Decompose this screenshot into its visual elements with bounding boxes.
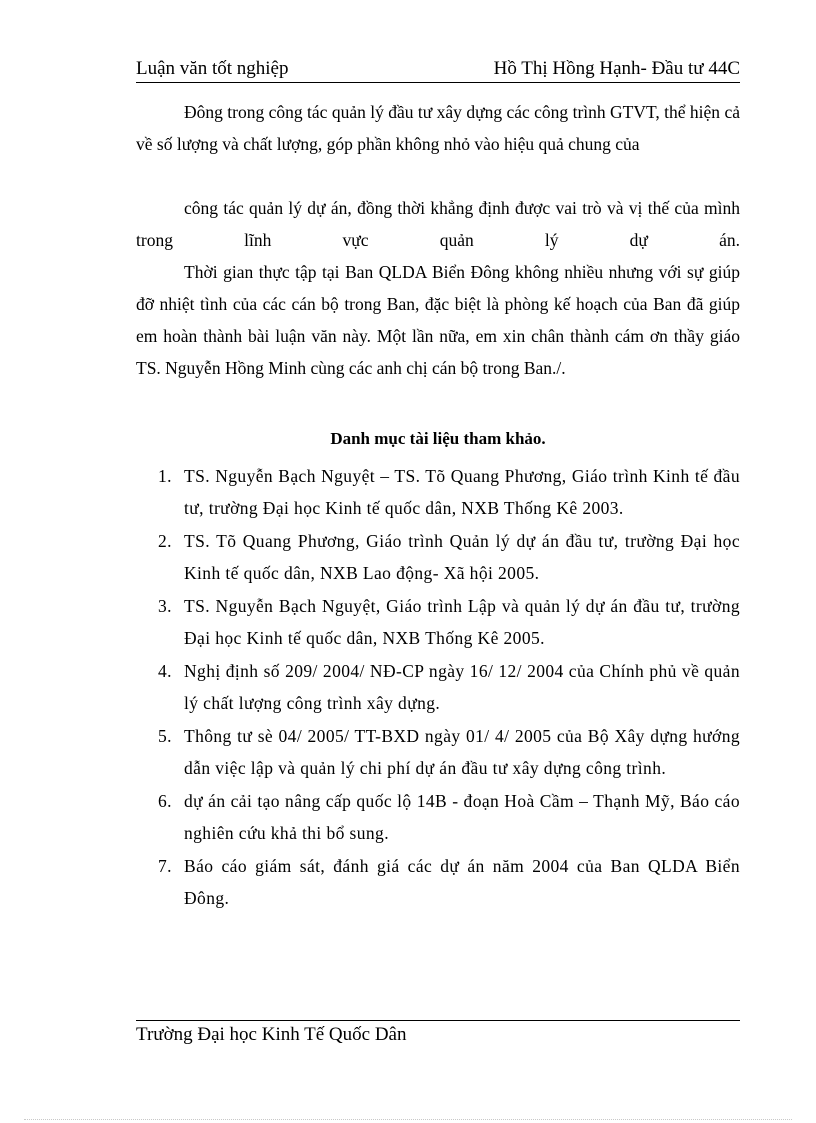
reference-number: 2. [158, 531, 172, 551]
reference-item [136, 525, 740, 589]
reference-number: 1. [158, 466, 172, 486]
reference-number: 5. [158, 726, 172, 746]
reference-number: 4. [158, 661, 172, 681]
page-footer: Trường Đại học Kinh Tế Quốc Dân [136, 1024, 407, 1045]
reference-text: TS. Nguyễn Bạch Nguyệt – TS. Tõ Quang Phương, Giáo trình Kinh tế đầu tư, trường Đại học Kinh tế quốc dân, NXB Thống Kê 2003. [184, 466, 740, 518]
header-title: Luận văn tốt nghiệp [136, 58, 289, 79]
header-author: Hồ Thị Hồng Hạnh- Đầu tư 44C [493, 58, 740, 79]
reference-number: 6. [158, 791, 172, 811]
page-header [136, 56, 740, 83]
reference-item [136, 720, 740, 784]
reference-item [136, 850, 740, 914]
page-edge-divider [24, 1119, 792, 1120]
references-list [136, 460, 740, 915]
reference-number: 7. [158, 856, 172, 876]
reference-item [136, 460, 740, 524]
reference-text: dự án cải tạo nâng cấp quốc lộ 14B - đoạn Hoà Cầm – Thạnh Mỹ, Báo cáo nghiên cứu khả thi bổ sung. [184, 791, 740, 843]
paragraph-1: Đông trong công tác quản lý đầu tư xây dựng các công trình GTVT, thể hiện cả về số lượng và chất lượng, góp phần không nhỏ vào hiệu quả chung của [136, 102, 740, 154]
paragraph-2: công tác quản lý dự án, đồng thời khẳng định được vai trò và vị thế của mình trong lĩnh vực quản lý dự án. [136, 198, 740, 250]
reference-item [136, 655, 740, 719]
reference-number: 3. [158, 596, 172, 616]
reference-text: Nghị định số 209/ 2004/ NĐ-CP ngày 16/ 12/ 2004 của Chính phủ về quản lý chất lượng công trình xây dựng. [184, 661, 740, 713]
paragraph-3: Thời gian thực tập tại Ban QLDA Biển Đông không nhiều nhưng với sự giúp đỡ nhiệt tình của các cán bộ trong Ban, đặc biệt là phòng kế hoạch của Ban đã giúp em hoàn thành bài luận văn này. Một lần nữa, em xin chân thành cám ơn thầy giáo TS. Nguyễn Hồng Minh cùng các anh chị cán bộ trong Ban./. [136, 262, 740, 378]
reference-text: TS. Tõ Quang Phương, Giáo trình Quản lý dự án đầu tư, trường Đại học Kinh tế quốc dân, NXB Lao động- Xã hội 2005. [184, 531, 740, 583]
reference-text: Thông tư sè 04/ 2005/ TT-BXD ngày 01/ 4/ 2005 của Bộ Xây dựng hướng dẫn việc lập và quản lý chi phí dự án đầu tư xây dựng công trình. [184, 726, 740, 778]
reference-item [136, 590, 740, 654]
references-title: Danh mục tài liệu tham khảo. [330, 429, 546, 448]
reference-text: TS. Nguyễn Bạch Nguyệt, Giáo trình Lập và quản lý dự án đầu tư, trường Đại học Kinh tế quốc dân, NXB Thống Kê 2005. [184, 596, 740, 648]
reference-item [136, 785, 740, 849]
reference-text: Báo cáo giám sát, đánh giá các dự án năm 2004 của Ban QLDA Biển Đông. [184, 856, 740, 908]
footer-divider [136, 1020, 740, 1021]
